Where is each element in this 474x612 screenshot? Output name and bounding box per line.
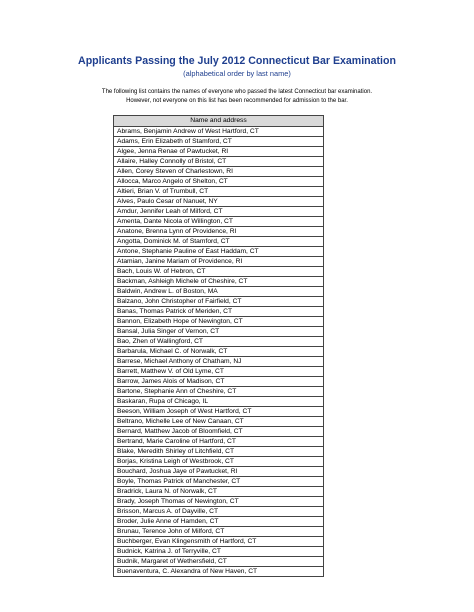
applicant-name-address: Buenaventura, C. Alexandra of New Haven, CT	[114, 566, 324, 576]
applicant-name-address: Balzano, John Christopher of Fairfield, CT	[114, 296, 324, 306]
applicant-name-address: Alves, Paulo Cesar of Nanuet, NY	[114, 196, 324, 206]
applicant-name-address: Bach, Louis W. of Hebron, CT	[114, 266, 324, 276]
table-row	[114, 486, 324, 496]
table-row	[114, 456, 324, 466]
applicant-name-address: Bansal, Julia Singer of Vernon, CT	[114, 326, 324, 336]
applicant-name-address: Beeson, William Joseph of West Hartford, CT	[114, 406, 324, 416]
applicant-name-address: Buchberger, Evan Klingensmith of Hartford, CT	[114, 536, 324, 546]
applicant-name-address: Banas, Thomas Patrick of Meriden, CT	[114, 306, 324, 316]
applicant-name-address: Borjas, Kristina Leigh of Westbrook, CT	[114, 456, 324, 466]
applicants-table	[113, 115, 324, 577]
applicant-name-address: Bouchard, Joshua Jaye of Pawtucket, RI	[114, 466, 324, 476]
applicant-name-address: Barbarula, Michael C. of Norwalk, CT	[114, 346, 324, 356]
table-row	[114, 306, 324, 316]
table-row	[114, 326, 324, 336]
applicant-name-address: Boyle, Thomas Patrick of Manchester, CT	[114, 476, 324, 486]
applicant-name-address: Bartone, Stephanie Ann of Cheshire, CT	[114, 386, 324, 396]
applicant-name-address: Brady, Joseph Thomas of Newington, CT	[114, 496, 324, 506]
table-row	[114, 166, 324, 176]
table-row	[114, 206, 324, 216]
table-row	[114, 246, 324, 256]
table-row	[114, 256, 324, 266]
table-row	[114, 126, 324, 136]
table-row	[114, 406, 324, 416]
table-row	[114, 346, 324, 356]
table-row	[114, 526, 324, 536]
document-title: Applicants Passing the July 2012 Connecticut Bar Examination	[78, 55, 396, 67]
table-row	[114, 416, 324, 426]
table-row	[114, 396, 324, 406]
table-row	[114, 496, 324, 506]
applicant-name-address: Barrese, Michael Anthony of Chatham, NJ	[114, 356, 324, 366]
table-row	[114, 236, 324, 246]
applicant-name-address: Brunau, Terence John of Milford, CT	[114, 526, 324, 536]
table-row	[114, 426, 324, 436]
column-header-name-and-address: Name and address	[114, 116, 324, 127]
table-row	[114, 366, 324, 376]
table-row	[114, 296, 324, 306]
applicant-name-address: Bernard, Matthew Jacob of Bloomfield, CT	[114, 426, 324, 436]
table-row	[114, 156, 324, 166]
applicant-name-address: Algee, Jenna Renae of Pawtucket, RI	[114, 146, 324, 156]
applicant-name-address: Brisson, Marcus A. of Dayville, CT	[114, 506, 324, 516]
table-row	[114, 276, 324, 286]
applicant-name-address: Broder, Julie Anne of Hamden, CT	[114, 516, 324, 526]
table-header-row	[114, 116, 324, 127]
applicant-name-address: Blake, Meredith Shirley of Litchfield, CT	[114, 446, 324, 456]
applicant-name-address: Budnick, Katrina J. of Terryville, CT	[114, 546, 324, 556]
applicant-name-address: Adams, Erin Elizabeth of Stamford, CT	[114, 136, 324, 146]
table-row	[114, 506, 324, 516]
table-row	[114, 546, 324, 556]
applicant-name-address: Allaire, Halley Connolly of Bristol, CT	[114, 156, 324, 166]
intro-text-line-2: However, not everyone on this list has been recommended for admission to the bar.	[126, 98, 348, 104]
applicant-name-address: Baldwin, Andrew L. of Boston, MA	[114, 286, 324, 296]
applicant-name-address: Angotta, Dominick M. of Stamford, CT	[114, 236, 324, 246]
table-row	[114, 516, 324, 526]
applicant-name-address: Bradrick, Laura N. of Norwalk, CT	[114, 486, 324, 496]
applicant-name-address: Amenta, Dante Nicola of Willington, CT	[114, 216, 324, 226]
applicant-name-address: Bao, Zhen of Wallingford, CT	[114, 336, 324, 346]
applicant-name-address: Bannon, Elizabeth Hope of Newington, CT	[114, 316, 324, 326]
applicant-name-address: Budnik, Margaret of Wethersfield, CT	[114, 556, 324, 566]
applicant-name-address: Abrams, Benjamin Andrew of West Hartford, CT	[114, 126, 324, 136]
applicant-name-address: Allen, Corey Steven of Charlestown, RI	[114, 166, 324, 176]
table-row	[114, 356, 324, 366]
table-row	[114, 316, 324, 326]
table-row	[114, 566, 324, 576]
applicant-name-address: Antone, Stephanie Pauline of East Haddam, CT	[114, 246, 324, 256]
document-subtitle: (alphabetical order by last name)	[183, 69, 291, 78]
applicant-name-address: Atamian, Janine Mariam of Providence, RI	[114, 256, 324, 266]
table-row	[114, 136, 324, 146]
table-row	[114, 436, 324, 446]
table-row	[114, 226, 324, 236]
table-body	[114, 126, 324, 576]
table-row	[114, 146, 324, 156]
applicant-name-address: Anatone, Brenna Lynn of Providence, RI	[114, 226, 324, 236]
table-row	[114, 386, 324, 396]
table-row	[114, 466, 324, 476]
applicant-name-address: Amdur, Jennifer Leah of Milford, CT	[114, 206, 324, 216]
table-row	[114, 376, 324, 386]
applicant-name-address: Altieri, Brian V. of Trumbull, CT	[114, 186, 324, 196]
applicant-name-address: Beltrano, Michelle Lee of New Canaan, CT	[114, 416, 324, 426]
table-row	[114, 286, 324, 296]
applicant-name-address: Bertrand, Marie Caroline of Hartford, CT	[114, 436, 324, 446]
applicant-name-address: Barrow, James Alois of Madison, CT	[114, 376, 324, 386]
table-row	[114, 176, 324, 186]
table-row	[114, 266, 324, 276]
table-row	[114, 476, 324, 486]
table-row	[114, 216, 324, 226]
table-row	[114, 336, 324, 346]
table-row	[114, 446, 324, 456]
table-row	[114, 196, 324, 206]
intro-text-line-1: The following list contains the names of everyone who passed the latest Connecticut bar examination.	[101, 89, 373, 95]
applicant-name-address: Backman, Ashleigh Michele of Cheshire, CT	[114, 276, 324, 286]
table-row	[114, 186, 324, 196]
applicant-name-address: Baskaran, Rupa of Chicago, IL	[114, 396, 324, 406]
table-row	[114, 556, 324, 566]
table-row	[114, 536, 324, 546]
applicant-name-address: Allocca, Marco Angelo of Shelton, CT	[114, 176, 324, 186]
applicant-name-address: Barrett, Matthew V. of Old Lyme, CT	[114, 366, 324, 376]
